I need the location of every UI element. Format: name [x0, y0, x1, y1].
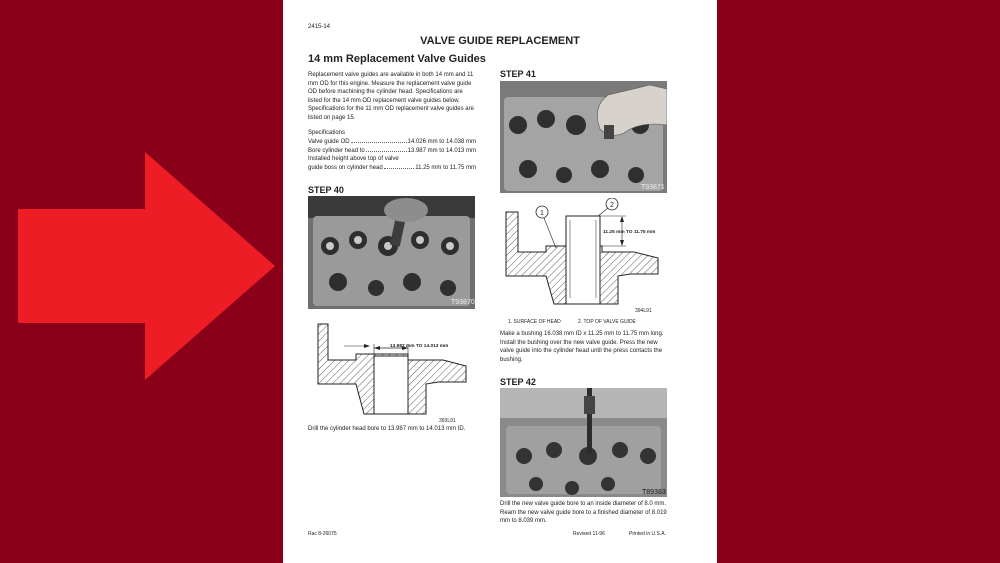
- step-42-caption: Drill the new valve guide bore to an inside diameter of 8.0 mm. Ream the new valve guide bore to a finished diameter of 8.019 mm to 8.039 mm.: [500, 501, 667, 525]
- step-40-heading: STEP 40: [308, 185, 344, 195]
- dimension-label: 11.25 mm TO 11.75 mm: [603, 230, 656, 235]
- callout-2: 2: [610, 202, 614, 209]
- spec-row: Valve guide OD 14.026 mm to 14.038 mm: [308, 139, 476, 145]
- diagram-code: 394L91: [635, 308, 652, 314]
- spec-row: Installed height above top of valve: [308, 156, 399, 162]
- footer-revised: Revised 11-96: [573, 531, 605, 537]
- step-42-photo: [500, 388, 667, 497]
- spec-row: Bore cylinder head to 13.987 mm to 14.013 mm: [308, 147, 476, 154]
- callout-1: 1: [540, 210, 544, 217]
- photo-code: T93870: [451, 299, 475, 306]
- intro-paragraph: Replacement valve guides are available in both 14 mm and 11 mm OD for this engine. Measure the replacement valve guide OD before machining the cylinder head. Specifications are listed for the 14 mm OD replacement valve guides below. Specifications for the 11 mm OD replacement valve guides are listed on page 15.: [308, 72, 474, 121]
- step-41-photo: [500, 81, 667, 193]
- diagram-code: 393L91: [439, 418, 456, 424]
- page-title: VALVE GUIDE REPLACEMENT: [420, 35, 580, 47]
- footer-document-id: Rac 8-26075: [308, 531, 337, 537]
- step-40-photo: [308, 196, 475, 309]
- photo-code: T93871: [641, 184, 665, 191]
- step-41-diagram: [500, 198, 667, 316]
- document-number: 2415-14: [308, 24, 331, 30]
- dimension-label: 13.987 mm TO 14.013 mm: [390, 344, 449, 349]
- step-42-heading: STEP 42: [500, 377, 536, 387]
- step-40-caption: Drill the cylinder head bore to 13.987 mm to 14.013 mm ID.: [308, 426, 466, 432]
- footer-printed: Printed in U.S.A.: [629, 531, 666, 537]
- section-title: 14 mm Replacement Valve Guides: [308, 53, 486, 65]
- photo-code: T89383: [642, 489, 666, 496]
- document-page: [283, 0, 717, 563]
- step-41-caption: Make a bushing 16.038 mm ID x 11.25 mm to 11.75 mm long. Install the bushing over the new valve guide. Press the new valve guide into the cylinder head until the press contacts the bushing.: [500, 331, 664, 363]
- red-arrow-graphic: [0, 0, 280, 563]
- specifications-heading: Specifications: [308, 130, 346, 136]
- legend-item-2: 2. TOP OF VALVE GUIDE: [578, 319, 636, 325]
- step-40-diagram: [308, 316, 475, 426]
- legend-item-1: 1. SURFACE OF HEAD: [508, 319, 561, 325]
- spec-row: guide boss on cylinder head 11.25 mm to 11.75 mm: [308, 164, 476, 171]
- step-41-heading: STEP 41: [500, 69, 536, 79]
